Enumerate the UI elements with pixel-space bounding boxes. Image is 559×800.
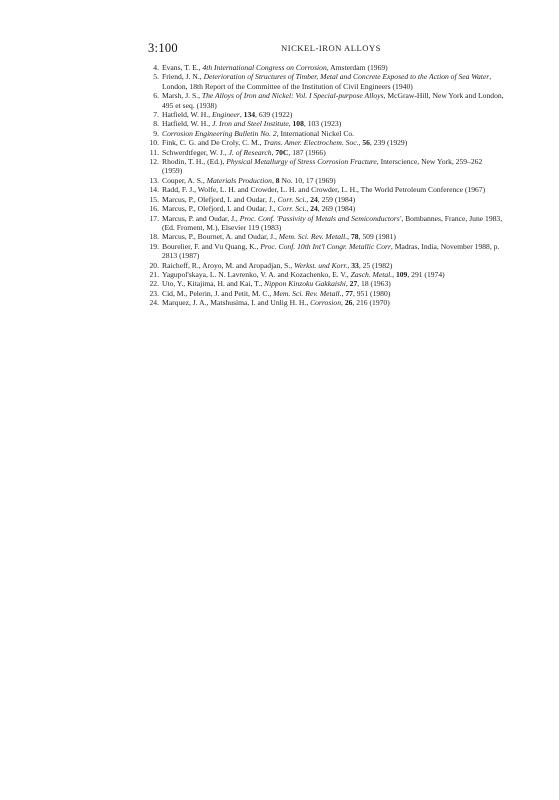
- reference-title-italic: Werkst. und Korr.: [294, 260, 348, 270]
- reference-item: [148, 129, 504, 138]
- reference-volume-bold: 33: [351, 260, 359, 270]
- reference-text: [162, 298, 390, 307]
- reference-volume-bold: 78: [350, 232, 359, 242]
- reference-text-segment: Marcus, P. and Oudar, J.,: [162, 213, 240, 223]
- reference-text: [162, 232, 396, 241]
- reference-volume-bold: 70C: [275, 147, 289, 157]
- reference-number: 21.: [149, 269, 159, 279]
- reference-item: [148, 110, 504, 119]
- reference-title-italic: Physical Metallurgy of Stress Corrosion Fracture: [226, 157, 377, 167]
- reference-text-segment: Yagupol'skaya, L. N. Lavrenko, V. A. and Kozachenko, E. V.,: [162, 269, 351, 279]
- reference-title-italic: Mem. Sci. Rev. Metall.: [273, 288, 342, 298]
- reference-number: 5.: [153, 72, 159, 82]
- reference-title-italic: The Alloys of Iron and Nickel: Vol. I Special-purpose Alloys: [201, 91, 384, 101]
- reference-text-segment: Hatfield, W. H.,: [162, 110, 212, 120]
- reference-title-italic: Corr. Sci.: [277, 194, 307, 204]
- reference-number: 11.: [149, 147, 159, 157]
- reference-text-segment: ,: [345, 279, 350, 289]
- reference-item: [148, 195, 504, 204]
- reference-number: 23.: [149, 288, 159, 298]
- reference-text-segment: , 291 (1974): [407, 269, 445, 279]
- reference-text-segment: , McGraw-Hill, New York and London, 495 et seq. (1938): [162, 91, 504, 110]
- reference-text-segment: , 187 (1966): [288, 147, 326, 157]
- reference-text-segment: , Amsterdam (1969): [326, 63, 388, 72]
- reference-text: [162, 63, 388, 72]
- reference-volume-bold: 24: [310, 194, 318, 204]
- reference-text: [162, 289, 390, 298]
- page-number: 3:100: [148, 41, 178, 55]
- reference-text-segment: Raicheff, R., Aroyo, M. and Aropadjan, S.,: [162, 260, 295, 270]
- reference-title-italic: J. Iron and Steel Institute: [212, 119, 289, 129]
- reference-number: 7.: [153, 110, 159, 120]
- reference-item: [148, 119, 504, 128]
- reference-volume-bold: 109: [395, 269, 408, 279]
- reference-number: 12.: [149, 157, 159, 167]
- reference-text: [162, 129, 354, 138]
- reference-title-italic: Proc. Conf. 10th Int'l Congr. Metallic Corr: [260, 241, 391, 251]
- reference-text-segment: ,: [347, 260, 352, 270]
- reference-item: [148, 72, 504, 91]
- reference-title-italic: Nippon Kinzoku Gakkaishi: [264, 279, 346, 289]
- reference-text: [162, 157, 482, 175]
- reference-volume-bold: 24: [310, 204, 318, 214]
- reference-volume-bold: 77: [345, 288, 353, 298]
- reference-volume-bold: 108: [292, 119, 304, 129]
- reference-title-italic: Corrosion: [310, 298, 342, 308]
- reference-text: [162, 270, 445, 279]
- reference-text-segment: , International Nickel Co.: [276, 128, 355, 138]
- reference-text-segment: Schwerdtfeger, W. J.,: [162, 147, 229, 157]
- reference-number: 20.: [149, 260, 159, 270]
- reference-text-segment: , 639 (1922): [255, 110, 293, 120]
- reference-number: 9.: [153, 128, 159, 138]
- reference-text: [162, 72, 491, 90]
- reference-text-segment: Cid, M., Pelerin, J. and Petit, M. C.,: [162, 288, 274, 298]
- reference-text: [162, 279, 391, 288]
- reference-text: [162, 242, 499, 260]
- reference-text-segment: Marcus, P., Olefjord, I. and Oudar, J.,: [162, 194, 278, 204]
- reference-text: [162, 185, 485, 194]
- reference-text-segment: , 259 (1984): [317, 194, 356, 204]
- reference-number: 19.: [149, 241, 159, 251]
- reference-number: 18.: [149, 232, 159, 242]
- reference-title-italic: Corrosion Engineering Bulletin No. 2: [162, 128, 277, 138]
- reference-item: [148, 185, 504, 194]
- reference-text-segment: ,: [239, 110, 244, 120]
- reference-item: [148, 214, 504, 233]
- reference-item: [148, 242, 504, 261]
- reference-text-segment: , Madras, India, November 1988, p. 2813 (1987): [162, 241, 500, 261]
- reference-volume-bold: 56: [362, 138, 370, 148]
- reference-number: 6.: [153, 91, 159, 101]
- reference-text-segment: , 269 (1984): [317, 204, 356, 214]
- reference-text-segment: ,: [306, 204, 311, 214]
- reference-text-segment: ,: [341, 298, 345, 308]
- reference-text: [162, 204, 355, 213]
- reference-number: 15.: [149, 194, 159, 204]
- reference-volume-bold: 134: [243, 110, 256, 120]
- reference-text-segment: Friend, J. N.,: [162, 72, 204, 82]
- reference-text-segment: ,: [347, 232, 351, 242]
- reference-item: [148, 298, 504, 307]
- reference-text: [162, 138, 407, 147]
- reference-title-italic: Mem. Sci. Rev. Metall.: [278, 232, 348, 242]
- reference-text-segment: , 951 (1980): [352, 288, 391, 298]
- reference-text-segment: Evans, T. E.,: [162, 63, 203, 72]
- reference-item: [148, 289, 504, 298]
- reference-text: [162, 110, 292, 119]
- reference-text-segment: , Interscience, New York, 259–262 (1959): [162, 157, 483, 176]
- reference-item: [148, 176, 504, 185]
- reference-text-segment: Marsh, J. S.,: [162, 91, 202, 101]
- reference-title-italic: Deterioration of Structures of Timber, Metal and Concrete Exposed to the Action of Sea Water: [203, 72, 490, 82]
- reference-text: [162, 119, 341, 128]
- reference-text-segment: ,: [271, 147, 276, 157]
- reference-title-italic: Zasch. Metal.: [350, 269, 393, 279]
- reference-number: 24.: [149, 298, 159, 308]
- reference-number: 10.: [149, 138, 159, 148]
- reference-text: [162, 91, 504, 109]
- reference-text-segment: Marcus, P., Bournet, A. and Oudar, J.,: [162, 232, 279, 242]
- reference-item: [148, 91, 504, 110]
- reference-title-italic: Materials Production: [206, 175, 272, 185]
- reference-text-segment: ,: [392, 269, 396, 279]
- reference-text: [162, 214, 502, 232]
- reference-item: [148, 261, 504, 270]
- reference-text-segment: Couper, A. S.,: [162, 175, 207, 185]
- reference-title-italic: Proc. Conf. 'Passivity of Metals and Semiconductors': [239, 213, 402, 223]
- reference-text: [162, 148, 326, 157]
- reference-text-segment: Marcus, P., Olefjord, I. and Oudar, J.,: [162, 204, 278, 214]
- reference-text-segment: Uto, Y., Kitajima, H. and Kai, T.,: [162, 279, 265, 289]
- reference-item: [148, 204, 504, 213]
- reference-item: [148, 148, 504, 157]
- reference-text-segment: ,: [288, 119, 293, 129]
- reference-text-segment: Rhodin, T. H., (Ed.),: [162, 157, 227, 167]
- reference-item: [148, 138, 504, 147]
- reference-text-segment: No. 10, 17 (1969): [279, 175, 336, 185]
- reference-text-segment: , 216 (1970): [352, 298, 390, 308]
- reference-number: 4.: [153, 63, 159, 72]
- running-title: NICKEL-IRON ALLOYS: [281, 43, 381, 53]
- reference-list: [148, 63, 504, 308]
- reference-number: 17.: [149, 213, 159, 223]
- reference-text-segment: ,: [341, 288, 346, 298]
- reference-number: 16.: [149, 204, 159, 214]
- reference-text: [162, 261, 392, 270]
- reference-title-italic: J. of Research: [228, 147, 272, 157]
- reference-text-segment: Radd, F. J., Wolfe, L. H. and Crowder, L. H. and Crowder, L. H., The World Petroleum Conference (1967): [162, 185, 486, 195]
- reference-volume-bold: 27: [349, 279, 358, 289]
- reference-text-segment: , Bombannes, France, June 1983, (Ed. Froment, M.), Elsevier 119 (1983): [162, 213, 503, 232]
- running-head: [148, 41, 508, 57]
- reference-title-italic: Engineer: [212, 110, 240, 120]
- reference-text-segment: , 103 (1923): [303, 119, 342, 129]
- reference-item: [148, 157, 504, 176]
- reference-text-segment: ,: [271, 175, 276, 185]
- reference-volume-bold: 8: [275, 175, 280, 185]
- reference-text-segment: ,: [306, 194, 311, 204]
- reference-number: 14.: [149, 185, 159, 195]
- reference-text-segment: Fink, C. G. and De Croly, C. M.,: [162, 138, 264, 148]
- reference-text-segment: , 25 (1982): [358, 260, 393, 270]
- reference-text-segment: , 509 (1981): [358, 232, 396, 242]
- reference-item: [148, 232, 504, 241]
- reference-title-italic: Corr. Sci.: [277, 204, 307, 214]
- reference-text-segment: Hatfield, W. H.,: [162, 119, 212, 129]
- reference-number: 13.: [149, 175, 159, 185]
- reference-text: [162, 195, 355, 204]
- reference-title-italic: 4th International Congress on Corrosion: [202, 63, 327, 72]
- reference-number: 22.: [149, 279, 159, 289]
- reference-text-segment: , 18 (1963): [357, 279, 391, 289]
- reference-item: [148, 270, 504, 279]
- reference-text-segment: Bourelier, F. and Vu Quang, K.,: [162, 241, 261, 251]
- reference-text-segment: Marquez, J. A., Matshusima, I. and Unlig H. H.,: [162, 298, 311, 308]
- reference-volume-bold: 26: [344, 298, 353, 308]
- reference-item: [148, 63, 504, 72]
- reference-text-segment: , London, 18th Report of the Committee of the Institution of Civil Engineers (1940): [162, 72, 492, 91]
- reference-text-segment: ,: [358, 138, 363, 148]
- reference-number: 8.: [153, 119, 159, 129]
- reference-text: [162, 176, 336, 185]
- reference-title-italic: Trans. Amer. Electrochem. Soc.: [263, 138, 359, 148]
- reference-item: [148, 279, 504, 288]
- reference-text-segment: , 239 (1929): [369, 138, 408, 148]
